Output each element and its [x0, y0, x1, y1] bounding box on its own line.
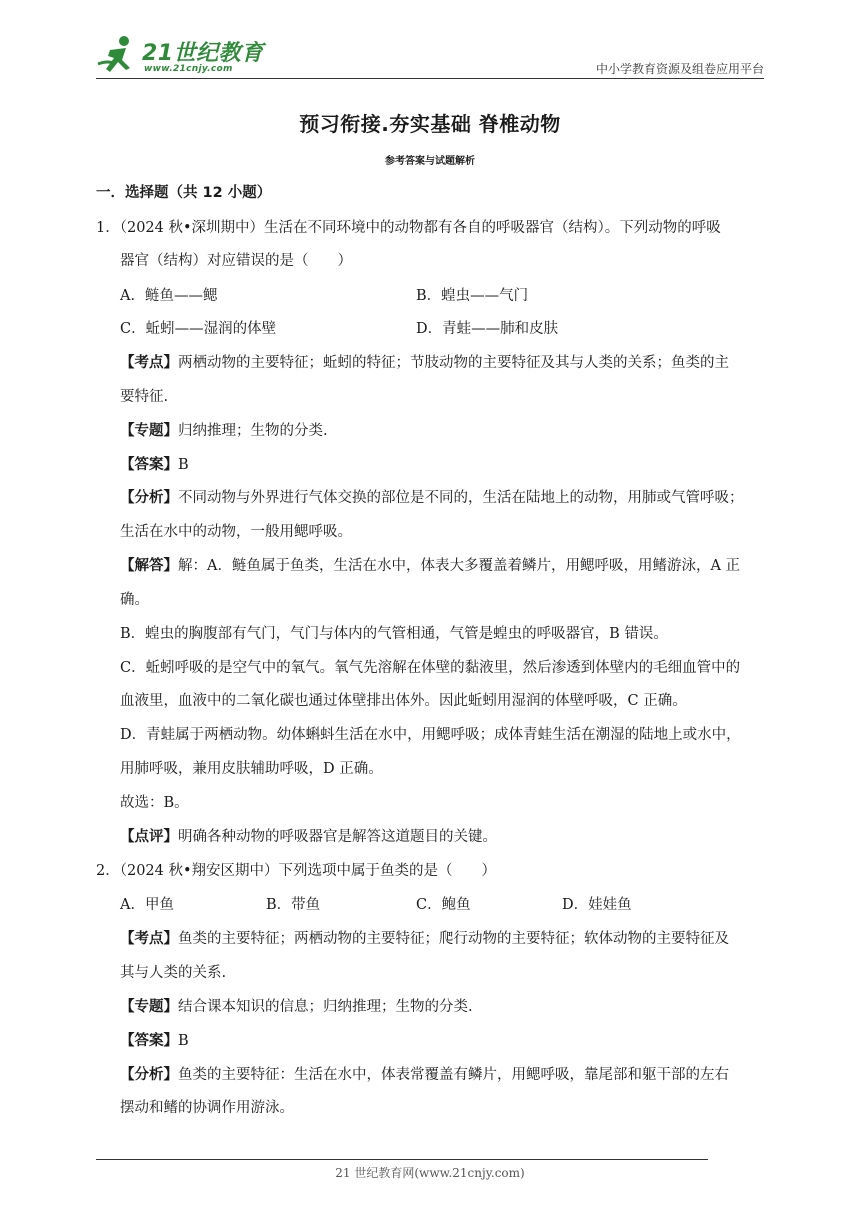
q2-kaodian-text: 鱼类的主要特征；两栖动物的主要特征；爬行动物的主要特征；软体动物的主要特征及 — [178, 931, 729, 947]
q2-fenxi — [120, 1065, 729, 1085]
q1-answer — [120, 455, 189, 475]
q1-conclusion: 故选：B。 — [120, 795, 189, 811]
q1-jieda-line-5: 血液里，血液中的二氧化碳也通过体壁排出体外。因此蚯蚓用湿润的体壁呼吸，C 正确。 — [120, 693, 687, 709]
q2-answer — [120, 1031, 189, 1051]
q2-option-c: C．鲍鱼 — [416, 897, 471, 913]
q1-fenxi-line-2: 生活在水中的动物，一般用鳃呼吸。 — [120, 524, 352, 540]
q2-option-d: D．娃娃鱼 — [562, 897, 632, 913]
q1-jieda — [120, 556, 740, 576]
q1-stem-line-1: 1．（2024 秋•深圳期中）生活在不同环境中的动物都有各自的呼吸器官（结构）。下列动物的呼吸 — [96, 220, 721, 236]
q1-jieda-line-6: D．青蛙属于两栖动物。幼体蝌蚪生活在水中，用鳃呼吸；成体青蛙生活在潮湿的陆地上或水中， — [120, 727, 741, 743]
q1-answer-label: 【答案】 — [120, 456, 178, 473]
section-heading: 一．选择题（共 12 小题） — [96, 185, 272, 201]
q1-answer-value: B — [178, 457, 189, 473]
q1-kaodian-label: 【考点】 — [120, 354, 178, 371]
q1-zhuanti-text: 归纳推理；生物的分类. — [178, 423, 328, 439]
logo — [96, 34, 276, 78]
q1-stem-line-2: 器官（结构）对应错误的是（ ） — [120, 253, 352, 269]
q1-zhuanti-label: 【专题】 — [120, 422, 178, 439]
logo-url: www.21cnjy.com — [144, 64, 233, 74]
q1-fenxi-text: 不同动物与外界进行气体交换的部位是不同的，生活在陆地上的动物，用肺或气管呼吸； — [178, 490, 744, 506]
q1-jieda-text: 解：A．鲢鱼属于鱼类，生活在水中，体表大多覆盖着鳞片，用鳃呼吸，用鳍游泳，A 正 — [178, 558, 741, 574]
page-header — [96, 30, 764, 80]
q1-option-c: C．蚯蚓——湿润的体壁 — [120, 321, 277, 337]
page-footer: 21 世纪教育网(www.21cnjy.com) — [335, 1166, 525, 1180]
q1-kaodian-text: 两栖动物的主要特征；蚯蚓的特征；节肢动物的主要特征及其与人类的关系；鱼类的主 — [178, 355, 729, 371]
logo-text: 21世纪教育 — [142, 41, 264, 66]
q1-jieda-line-4: C．蚯蚓呼吸的是空气中的氧气。氧气先溶解在体壁的黏液里，然后渗透到体壁内的毛细血管中的 — [120, 660, 741, 676]
q1-option-a: A．鲢鱼——鳃 — [120, 288, 218, 304]
q1-kaodian-line-2: 要特征. — [120, 389, 169, 405]
q1-fenxi — [120, 488, 744, 508]
q2-answer-label: 【答案】 — [120, 1032, 178, 1049]
q2-kaodian — [120, 929, 729, 949]
q1-fenxi-label: 【分析】 — [120, 489, 178, 506]
q1-dianping-text: 明确各种动物的呼吸器官是解答这道题目的关键。 — [178, 829, 497, 845]
document-title: 预习衔接.夯实基础 脊椎动物 — [299, 112, 561, 136]
platform-name: 中小学教育资源及组卷应用平台 — [595, 62, 764, 76]
footer-divider — [96, 1159, 708, 1160]
q2-fenxi-label: 【分析】 — [120, 1066, 178, 1083]
q2-fenxi-line-2: 摆动和鳍的协调作用游泳。 — [120, 1100, 294, 1116]
q1-dianping — [120, 827, 497, 847]
q2-answer-value: B — [178, 1033, 189, 1049]
q1-kaodian — [120, 353, 729, 373]
document-subtitle: 参考答案与试题解析 — [385, 156, 475, 167]
header-divider — [96, 78, 764, 79]
q1-jieda-line-7: 用肺呼吸，兼用皮肤辅助呼吸，D 正确。 — [120, 761, 383, 777]
q2-zhuanti-text: 结合课本知识的信息；归纳推理；生物的分类. — [178, 999, 473, 1015]
q1-zhuanti — [120, 421, 328, 441]
q2-kaodian-label: 【考点】 — [120, 930, 178, 947]
q2-zhuanti — [120, 997, 473, 1017]
q2-fenxi-text: 鱼类的主要特征：生活在水中，体表常覆盖有鳞片，用鳃呼吸，靠尾部和躯干部的左右 — [178, 1067, 729, 1083]
q2-option-a: A．甲鱼 — [120, 897, 174, 913]
q1-jieda-line-2: 确。 — [120, 592, 149, 608]
q1-option-b: B．蝗虫——气门 — [416, 288, 529, 304]
q1-jieda-line-3: B．蝗虫的胸腹部有气门，气门与体内的气管相通，气管是蝗虫的呼吸器官，B 错误。 — [120, 626, 668, 642]
q1-option-d: D．青蛙——肺和皮肤 — [416, 321, 559, 337]
q1-dianping-label: 【点评】 — [120, 828, 178, 845]
q2-stem: 2．（2024 秋•翔安区期中）下列选项中属于鱼类的是（ ） — [96, 863, 497, 879]
q2-kaodian-line-2: 其与人类的关系. — [120, 965, 227, 981]
q2-zhuanti-label: 【专题】 — [120, 998, 178, 1015]
runner-logo-icon — [96, 34, 140, 78]
q2-option-b: B．带鱼 — [266, 897, 321, 913]
q1-jieda-label: 【解答】 — [120, 557, 178, 574]
